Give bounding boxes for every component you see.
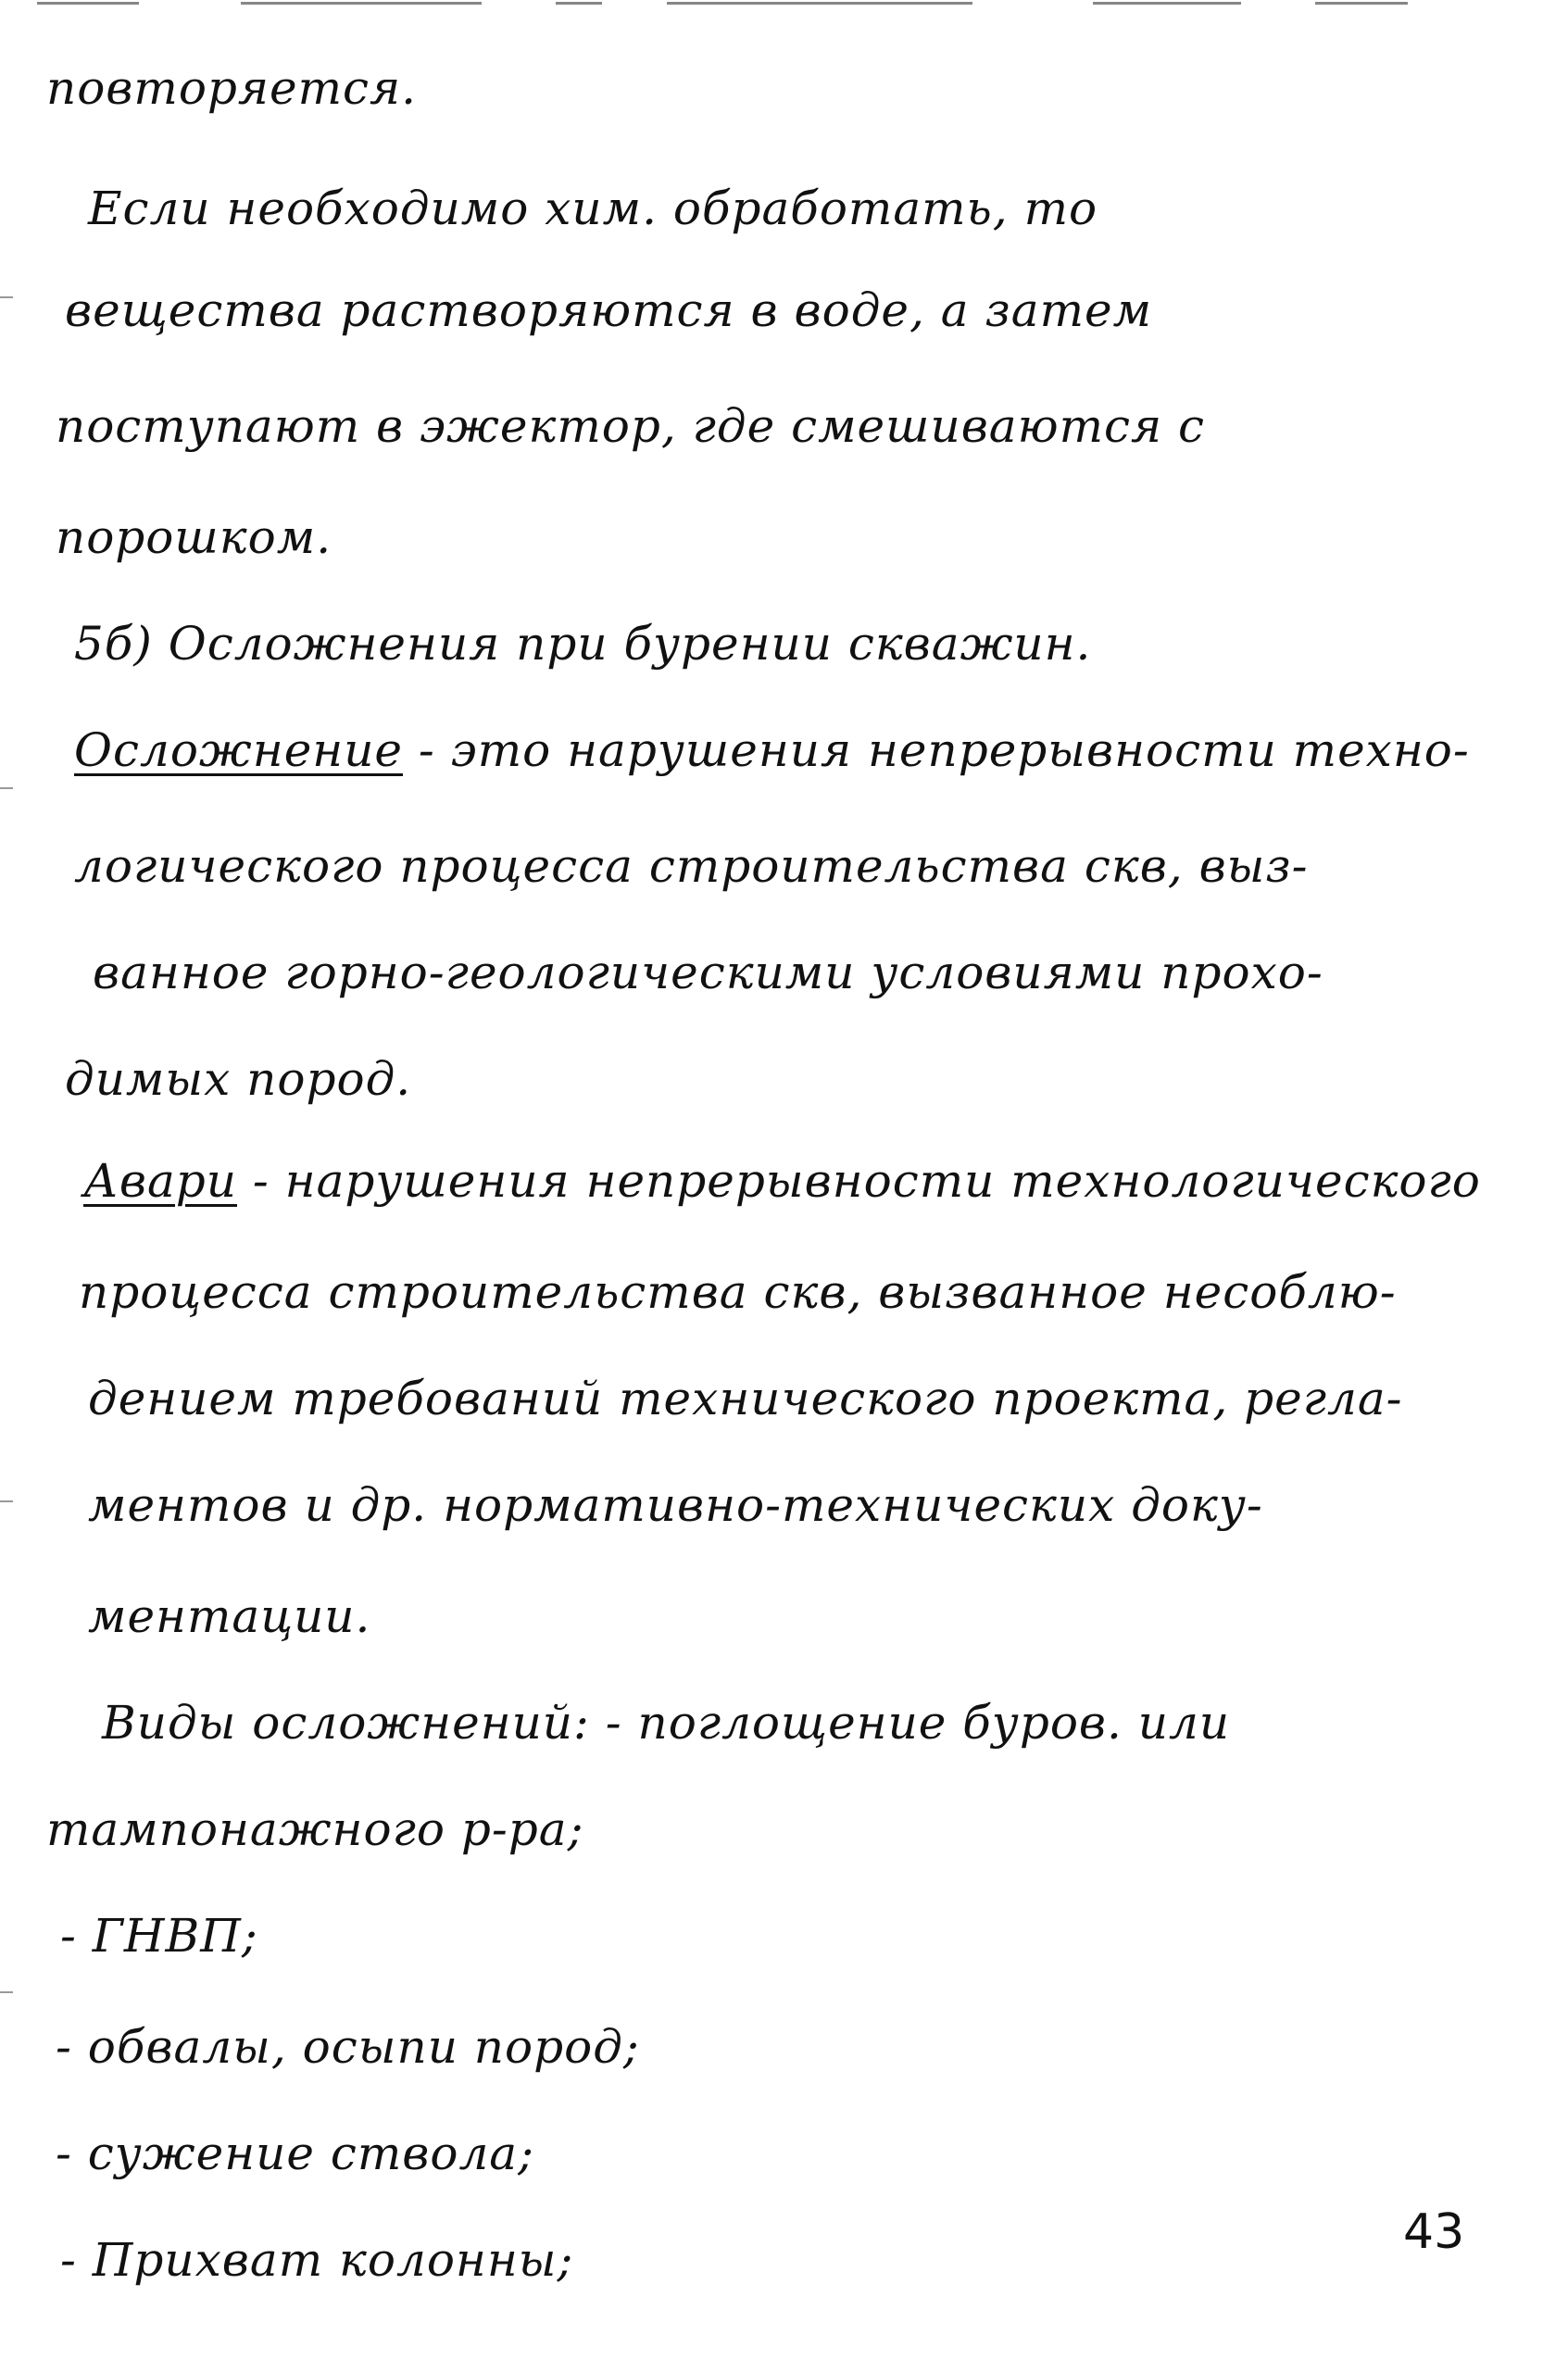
term-accident: Авари bbox=[83, 1154, 237, 1208]
top-edge-mark bbox=[1315, 2, 1408, 5]
list-item: - ГНВП; bbox=[60, 1909, 258, 1963]
list-item: - сужение ствола; bbox=[56, 2127, 534, 2180]
definition-line bbox=[83, 1153, 1481, 1209]
page-number: 43 bbox=[1403, 2204, 1465, 2260]
top-edge-mark bbox=[241, 2, 482, 5]
text-line: поступают в эжектор, где смешиваются с bbox=[56, 399, 1206, 453]
margin-tick bbox=[0, 1500, 13, 1502]
margin-tick bbox=[0, 1991, 13, 1993]
text-line: Виды осложнений: - поглощение буров. или bbox=[102, 1696, 1231, 1750]
top-edge-mark bbox=[667, 2, 972, 5]
text-line: дением требований технического проекта, регла- bbox=[88, 1372, 1403, 1425]
text-line: порошком. bbox=[56, 510, 332, 564]
text-line: вещества растворяются в воде, а затем bbox=[65, 283, 1153, 337]
margin-tick bbox=[0, 787, 13, 789]
top-edge-mark bbox=[37, 2, 139, 5]
section-heading: 5б) Осложнения при бурении скважин. bbox=[74, 617, 1092, 671]
text-line: димых пород. bbox=[65, 1052, 412, 1106]
list-item: - Прихват колонны; bbox=[60, 2233, 574, 2287]
text-line: тампонажного р-ра; bbox=[46, 1802, 584, 1856]
text-line: процесса строительства скв, вызванное несоблю- bbox=[79, 1265, 1397, 1319]
margin-tick bbox=[0, 296, 13, 298]
text-line: Если необходимо хим. обработать, то bbox=[88, 182, 1098, 235]
top-edge-mark bbox=[1093, 2, 1241, 5]
top-edge-mark bbox=[556, 2, 602, 5]
text-line: ментов и др. нормативно-технических доку- bbox=[88, 1478, 1263, 1532]
list-item: - обвалы, осыпи пород; bbox=[56, 2020, 640, 2074]
definition-line bbox=[74, 722, 1470, 778]
text-line: ванное горно-геологическими условиями прохо- bbox=[93, 946, 1323, 999]
text-line: ментации. bbox=[88, 1589, 371, 1643]
definition-text: - нарушения непрерывности технологического bbox=[237, 1154, 1481, 1208]
text-line: логического процесса строительства скв, выз- bbox=[74, 839, 1309, 893]
definition-text: - это нарушения непрерывности техно- bbox=[403, 723, 1470, 777]
text-line: повторяется. bbox=[46, 61, 418, 115]
term-complication: Осложнение bbox=[74, 723, 404, 777]
